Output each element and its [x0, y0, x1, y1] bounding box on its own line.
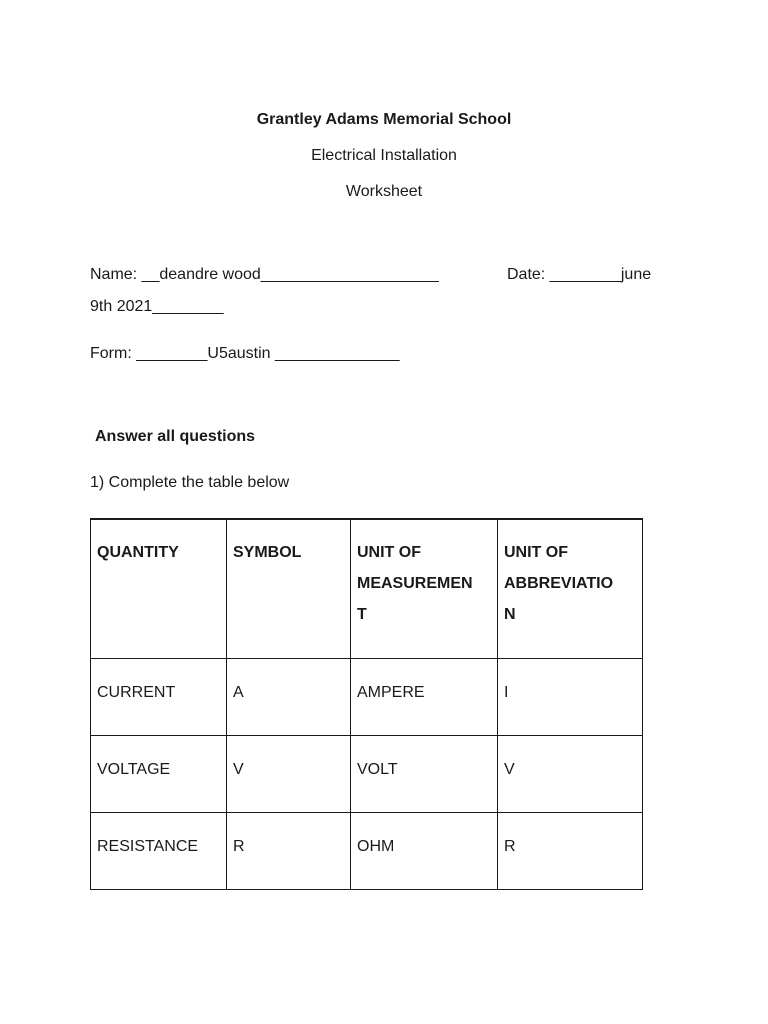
header-unit-measurement-line2: MEASUREMEN — [357, 575, 473, 592]
cell-unit: OHM — [351, 812, 498, 889]
subject-title: Electrical Installation — [311, 147, 457, 164]
cell-symbol: R — [227, 812, 351, 889]
header-unit-abbreviation-line1: UNIT OF — [504, 544, 568, 561]
cell-quantity: VOLTAGE — [91, 735, 227, 812]
cell-abbreviation: V — [498, 735, 643, 812]
header-unit-measurement-line1: UNIT OF — [357, 544, 421, 561]
header-unit-abbreviation-line2: ABBREVIATIO — [504, 575, 614, 592]
date-field-continued: 9th 2021________ — [90, 298, 224, 315]
header-quantity-label: QUANTITY — [97, 544, 179, 561]
date-field: Date: ________june — [507, 266, 652, 283]
header-quantity — [91, 519, 227, 658]
header-symbol — [227, 519, 351, 658]
cell-unit: VOLT — [351, 735, 498, 812]
table-header-row — [91, 519, 643, 658]
header-unit-abbreviation-line3: N — [504, 606, 516, 623]
cell-quantity: CURRENT — [91, 658, 227, 735]
header-symbol-label: SYMBOL — [233, 544, 302, 561]
cell-abbreviation: I — [498, 658, 643, 735]
cell-symbol: V — [227, 735, 351, 812]
school-name: Grantley Adams Memorial School — [256, 111, 512, 128]
header-unit-of-abbreviation — [498, 519, 643, 658]
student-name-field: Name: __deandre wood____________________ — [90, 266, 439, 283]
table-row — [91, 812, 643, 889]
table-row — [91, 735, 643, 812]
question-1-text: 1) Complete the table below — [90, 474, 290, 491]
form-field: Form: ________U5austin ______________ — [90, 345, 400, 362]
instructions-heading: Answer all questions — [95, 428, 256, 445]
quantities-table — [90, 518, 643, 890]
cell-quantity: RESISTANCE — [91, 812, 227, 889]
header-unit-measurement-line3: T — [357, 606, 367, 623]
header-unit-of-measurement — [351, 519, 498, 658]
cell-abbreviation: R — [498, 812, 643, 889]
cell-symbol: A — [227, 658, 351, 735]
document-type: Worksheet — [345, 183, 423, 200]
cell-unit: AMPERE — [351, 658, 498, 735]
table-row — [91, 658, 643, 735]
